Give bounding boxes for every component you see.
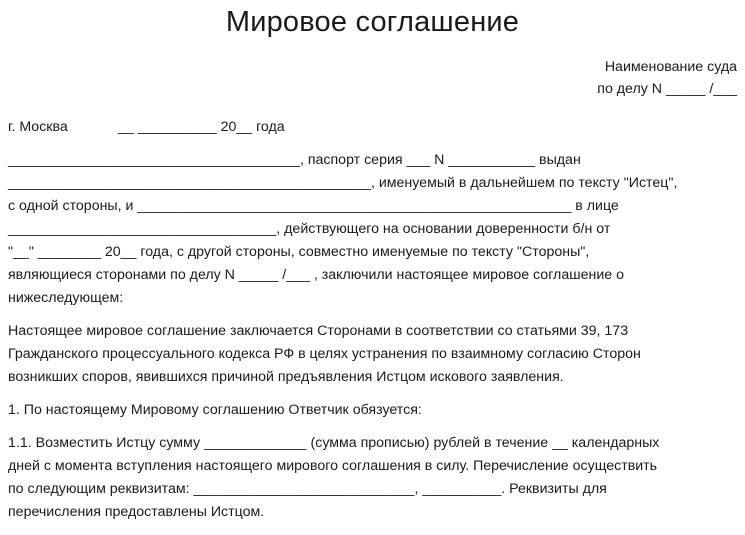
- parties-line: __________________________________, действующего на основании доверенности б/н от: [8, 221, 611, 237]
- preamble-line: Гражданского процессуального кодекса РФ в целях устранения по взаимному согласию Сторон: [8, 346, 641, 362]
- city: г. Москва: [8, 119, 68, 135]
- clause-1: 1. По настоящему Мировому соглашению Ответчик обязуется:: [8, 402, 422, 418]
- clause-1-1-line: дней с момента вступления настоящего мирового соглашения в силу. Перечисление осуществить: [8, 458, 658, 474]
- parties-line: ______________________________________________, именуемый в дальнейшем по тексту "Истец",: [8, 175, 678, 191]
- clause-1-1-line: перечисления предоставлены Истцом.: [8, 504, 265, 520]
- parties-line: _____________________________________, паспорт серия ___ N ___________ выдан: [8, 152, 581, 168]
- parties-line: являющиеся сторонами по делу N _____ /___ , заключили настоящее мировое соглашение о: [8, 267, 624, 283]
- parties-line: "__" ________ 20__ года, с другой стороны, совместно именуемые по тексту "Стороны",: [8, 244, 590, 260]
- document-title: Мировое соглашение: [225, 6, 520, 38]
- city-date-line: [8, 116, 285, 138]
- preamble-line: возникших споров, явившихся причиной предъявления Истцом искового заявления.: [8, 369, 564, 385]
- case-number: по делу N _____ /___: [597, 81, 737, 97]
- parties-line: с одной стороны, и _______________________________________________________ в лице: [8, 198, 619, 214]
- clause-1-1-line: по следующим реквизитам: ____________________________, __________. Реквизиты для: [8, 481, 607, 497]
- court-name: Наименование суда: [604, 59, 737, 75]
- court-block: [597, 56, 737, 100]
- agreement-date: __ __________ 20__ года: [118, 119, 285, 135]
- preamble-line: Настоящее мировое соглашение заключается Сторонами в соответствии со статьями 39, 173: [8, 323, 629, 339]
- parties-line: нижеследующем:: [8, 290, 124, 306]
- clause-1-1-line: 1.1. Возместить Истцу сумму _____________ (сумма прописью) рублей в течение __ календарных: [8, 435, 660, 451]
